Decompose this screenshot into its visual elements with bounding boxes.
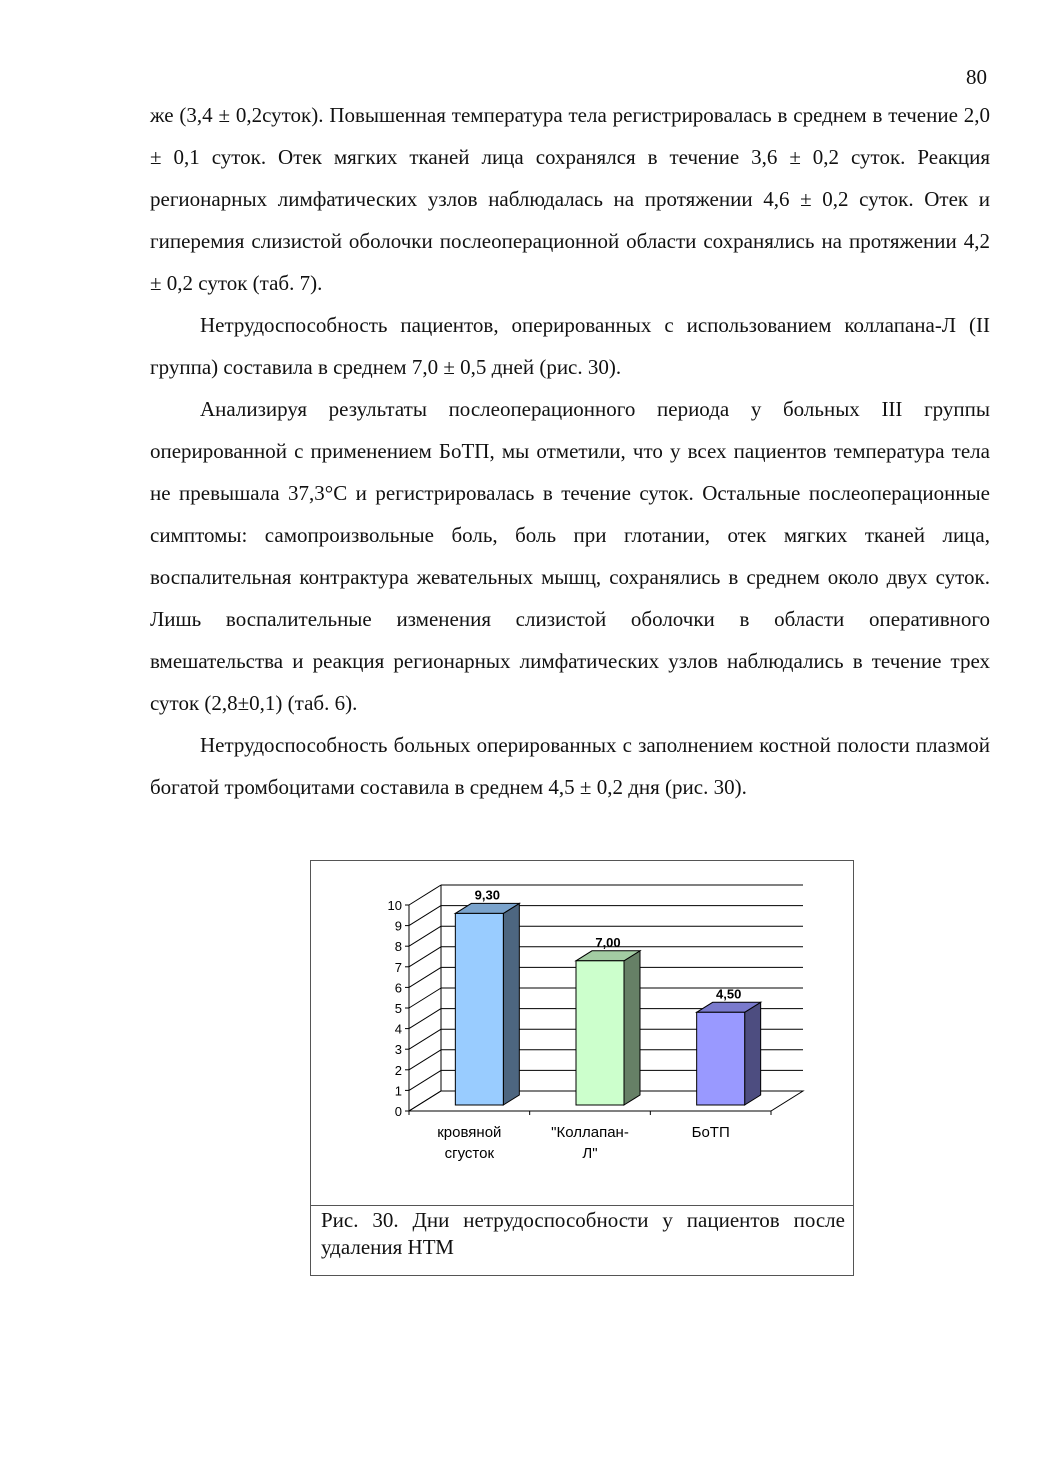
- figure-caption: Рис. 30. Дни нетрудоспособности у пациентов после удаления НТМ: [321, 1208, 845, 1259]
- y-tick-label: 10: [387, 898, 402, 913]
- bar-3: [697, 1012, 745, 1105]
- y-tick-label: 8: [394, 939, 402, 955]
- y-tick-label: 0: [394, 1104, 402, 1119]
- bar-side-2: [624, 951, 640, 1105]
- bar-chart: [311, 861, 853, 1206]
- bar-value-label: 7,00: [595, 934, 621, 950]
- body-text: [150, 94, 990, 808]
- x-category-label: сгусток: [444, 1145, 495, 1162]
- y-tick-label: 1: [394, 1083, 402, 1099]
- grid-diagonal: [409, 1050, 441, 1070]
- paragraph-1: же (3,4 ± 0,2суток). Повышенная температура тела регистрировалась в среднем в течение 2,0 ± 0,1 суток. Отек мягких тканей лица сохранялся в течение 3,6 ± 0,2 суток. Реакция регионарных лимфатических узлов наблюдалась на протяжении 4,6 ± 0,2 суток. Отек и гиперемия слизистой оболочки послеоперационной области сохранялись на протяжении 4,2 ± 0,2 суток (таб. 7).: [150, 103, 990, 295]
- grid-diagonal: [409, 1009, 441, 1029]
- x-category-label: БоТП: [691, 1124, 730, 1141]
- x-category-label: Л": [582, 1145, 598, 1162]
- y-tick-label: 9: [394, 918, 402, 934]
- figure-30: [310, 860, 854, 1276]
- paragraph-4: Нетрудоспособность больных оперированных с заполнением костной полости плазмой богатой тромбоцитами составила в среднем 4,5 ± 0,2 дня (рис. 30).: [150, 733, 990, 799]
- grid-diagonal: [409, 885, 441, 905]
- y-tick-label: 4: [394, 1021, 402, 1037]
- y-tick-label: 7: [394, 959, 402, 975]
- x-category-label: "Коллапан-: [551, 1124, 629, 1141]
- grid-diagonal: [409, 1070, 441, 1090]
- paragraph-2: Нетрудоспособность пациентов, оперированных с использованием коллапана-Л (II группа) составила в среднем 7,0 ± 0,5 дней (рис. 30).: [150, 313, 990, 379]
- y-tick-label: 3: [394, 1042, 402, 1058]
- y-tick-label: 6: [394, 980, 402, 996]
- y-tick-label: 5: [394, 1001, 402, 1016]
- y-tick-label: 2: [394, 1062, 402, 1078]
- grid-diagonal: [409, 967, 441, 987]
- bar-side-3: [745, 1002, 761, 1105]
- x-category-label: кровяной: [437, 1124, 502, 1141]
- grid-diagonal: [409, 1029, 441, 1049]
- bar-1: [455, 913, 503, 1105]
- bar-side-1: [503, 903, 519, 1105]
- grid-diagonal: [409, 947, 441, 967]
- grid-diagonal: [409, 906, 441, 926]
- bar-value-label: 4,50: [716, 986, 742, 1002]
- grid-diagonal: [409, 988, 441, 1008]
- grid-diagonal: [409, 926, 441, 946]
- page-number: 80: [966, 65, 987, 89]
- bar-2: [576, 961, 624, 1105]
- bar-value-label: 9,30: [474, 887, 500, 903]
- paragraph-3: Анализируя результаты послеоперационного периода у больных III группы оперированной с применением БоТП, мы отметили, что у всех пациентов температура тела не превышала 37,3°С и регистрировалась в течение суток. Остальные послеоперационные симптомы: самопроизвольные боль, боль при глотании, отек мягких тканей лица, воспалительная контрактура жевательных мышц, сохранялись в среднем около двух суток. Лишь воспалительные изменения слизистой оболочки в области оперативного вмешательства и реакция регионарных лимфатических узлов наблюдались в течение трех суток (2,8±0,1) (таб. 6).: [150, 397, 990, 715]
- bar-chart-svg: [311, 861, 853, 1205]
